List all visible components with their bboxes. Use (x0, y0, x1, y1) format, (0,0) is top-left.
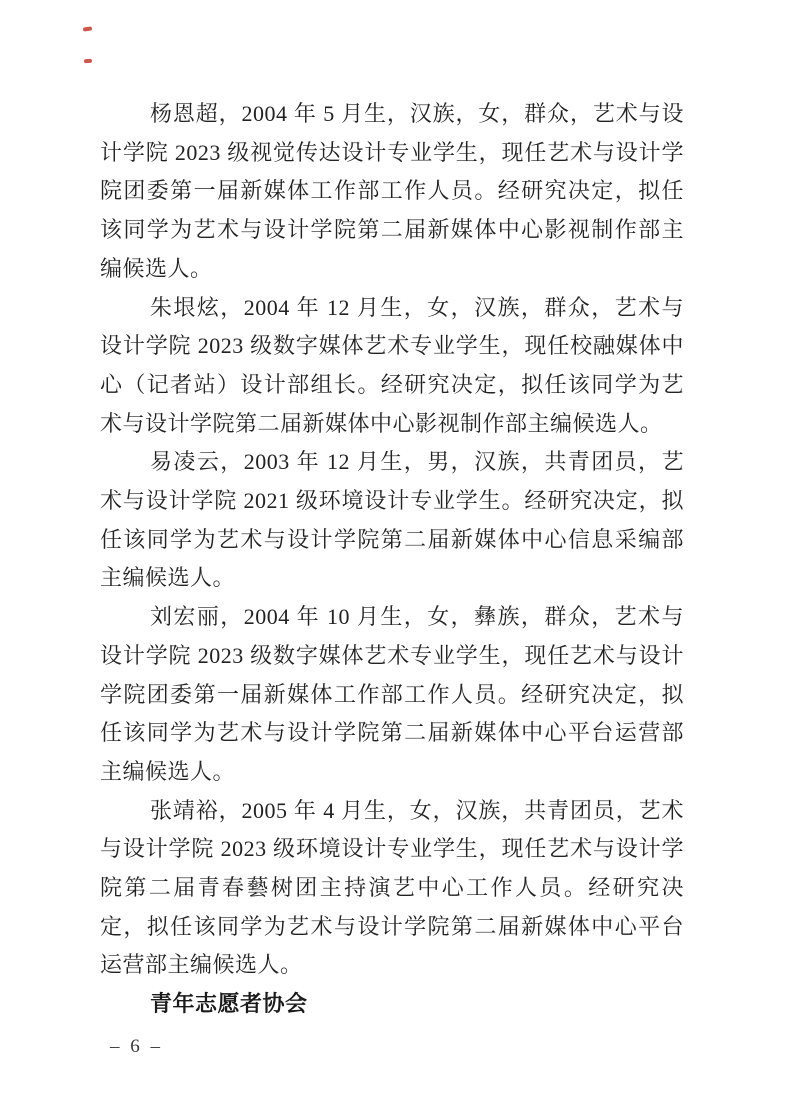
paragraph-candidate-5: 张靖裕，2005 年 4 月生，女，汉族，共青团员，艺术与设计学院 2023 级环境设计专业学生，现任艺术与设计学院第二届青春藝树团主持演艺中心工作人员。经研究决定，拟任该同学为艺术与设计学院第二届新媒体中心平台运营部主编候选人。 (100, 797, 684, 978)
page-number: – 6 – (110, 1036, 163, 1057)
red-scan-mark (84, 59, 92, 64)
document-body (100, 95, 684, 1024)
section-heading-youth-volunteer-association: 青年志愿者协会 (150, 991, 308, 1017)
paragraph-candidate-2: 朱垠炫，2004 年 12 月生，女，汉族，群众，艺术与设计学院 2023 级数字媒体艺术专业学生，现任校融媒体中心（记者站）设计部组长。经研究决定，拟任该同学为艺术与设计学院第二届新媒体中心影视制作部主编候选人。 (100, 294, 684, 436)
paragraph-candidate-1: 杨恩超，2004 年 5 月生，汉族，女，群众，艺术与设计学院 2023 级视觉传达设计专业学生，现任艺术与设计学院团委第一届新媒体工作部工作人员。经研究决定，拟任该同学为艺术与设计学院第二届新媒体中心影视制作部主编候选人。 (100, 101, 684, 281)
paragraph-candidate-3: 易凌云，2003 年 12 月生，男，汉族，共青团员，艺术与设计学院 2021 级环境设计专业学生。经研究决定，拟任该同学为艺术与设计学院第二届新媒体中心信息采编部主编候选人。 (100, 449, 684, 591)
paragraph-candidate-4: 刘宏丽，2004 年 10 月生，女，彝族，群众，艺术与设计学院 2023 级数字媒体艺术专业学生，现任艺术与设计学院团委第一届新媒体工作部工作人员。经研究决定，拟任该同学为艺术与设计学院第二届新媒体中心平台运营部主编候选人。 (100, 604, 684, 784)
red-scan-mark (83, 26, 92, 31)
